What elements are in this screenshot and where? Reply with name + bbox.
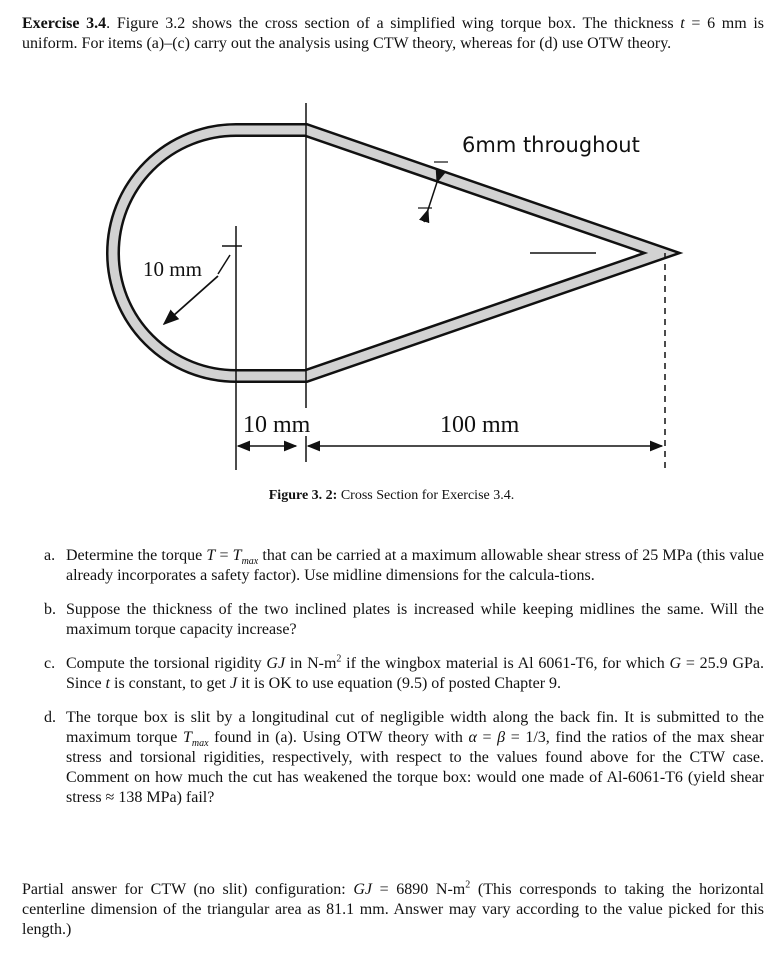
dim-100mm-label: 100 mm bbox=[440, 412, 520, 438]
exercise-intro: Exercise 3.4. Figure 3.2 shows the cross section of a simplified wing torque box. The thickness t = 6 mm is uniform. For items (a)–(c) carry out the analysis using CTW theory, whereas for (d) use OTW theory. bbox=[22, 15, 764, 52]
thickness-arrow-bottom bbox=[424, 210, 428, 222]
item-a: a. Determine the torque $T = T_{max}$ that can be carried at a maximum allowable shear stress of 25 MPa (this value already incorporates a safety factor). Use midline dimensions for the calcula-tions. bbox=[44, 547, 764, 584]
figure-caption: Figure 3. 2: Cross Section for Exercise 3.4. bbox=[268, 488, 515, 503]
radius-arrow bbox=[164, 276, 218, 324]
item-c: c. Compute the torsional rigidity GJ in $N-m^2$ if the wingbox material is Al 6061-T6, for which G = 25.9 GPa. Since t is constant, to get J it is OK to use equation (9.5) of posted Chapter 9. bbox=[44, 653, 765, 692]
dim-10mm-label: 10 mm bbox=[243, 412, 311, 438]
radius-label: 10 mm bbox=[143, 257, 202, 281]
item-d: d. The torque box is slit by a longitudinal cut of negligible width along the back fin. It is submitted to the maximum torque $T_{max}$ found in (a). Using OTW theory with α = β = 1/3, find the ratios of the max shear stress and torsional rigidities, respectively, with respect to the values found above for the CTW case. Comment on how much the cut has weakened the torque box: would one made of Al-6061-T6 (yield shear stress ≈ 138 MPa) fail? bbox=[44, 709, 765, 806]
exercise-items-list bbox=[22, 546, 764, 822]
partial-answer: Partial answer for CTW (no slit) configuration: GJ = 6890 $N-m^2$ (This corresponds to taking the horizontal centerline dimension of the triangular area as 81.1 mm. Answer may vary according to the value picked for this length.) bbox=[22, 879, 764, 938]
item-b: b. Suppose the thickness of the two inclined plates is increased while keeping midlines the same. Will the maximum torque capacity increase? bbox=[44, 601, 764, 638]
exercise-label: Exercise 3.4 bbox=[22, 15, 107, 32]
thickness-label: 6mm throughout bbox=[462, 133, 640, 157]
radius-leader bbox=[218, 255, 230, 274]
